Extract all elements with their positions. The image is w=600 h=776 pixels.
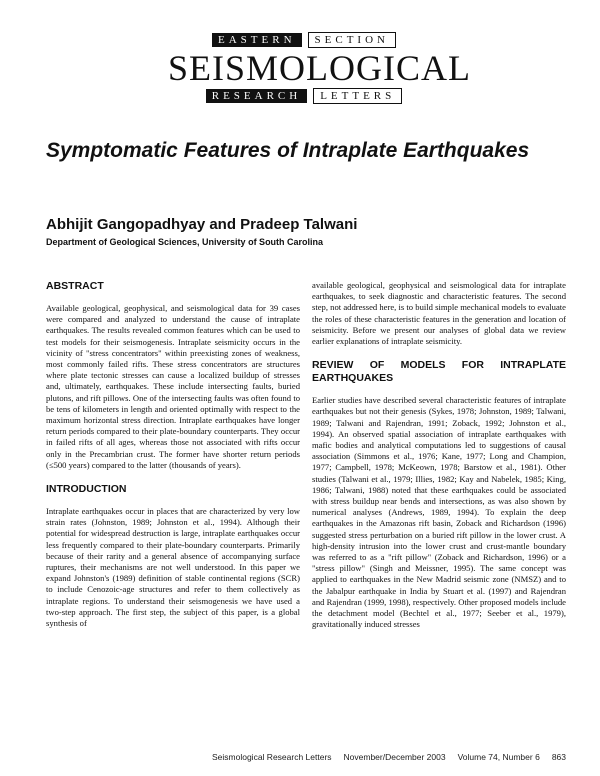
masthead-title: SEISMOLOGICAL [168,48,472,88]
abstract-heading: ABSTRACT [46,280,104,292]
introduction-heading: INTRODUCTION [46,483,127,496]
masthead-top-band [168,32,440,48]
article-affiliation: Department of Geological Sciences, University of South Carolina [46,237,324,247]
masthead-bottom-band [168,88,440,104]
journal-masthead [168,32,472,104]
footer-volume: Volume 74, Number 6 [457,752,540,762]
masthead-section: SECTION [308,32,396,48]
article-title: Symptomatic Features of Intraplate Earthquakes [46,139,530,162]
masthead-letters: LETTERS [313,88,402,104]
footer-page-number: 863 [551,752,566,762]
masthead-eastern: EASTERN [212,33,302,47]
page-footer [46,752,566,762]
right-column [312,280,566,642]
footer-journal: Seismological Research Letters [212,752,332,762]
article-authors: Abhijit Gangopadhyay and Pradeep Talwani [46,216,358,233]
left-column [46,280,300,641]
introduction-text: Intraplate earthquakes occur in places that are characterized by very low strain rates (Johnston, 1989; Johnston et al., 1994). Although their potential for widespread destruction is large, intraplate earthquakes occur less frequently compared to their plate-boundary counterparts. Primarily because of their rarity and a general absence of accompanying surface ruptures, their mechanisms are not well understood. In this paper we expand Johnston's (1989) definition of stable continental regions (SCR) to include Cenozoic-age structures and refer to them collectively as intraplate regions. To understand their seismogenesis we have used a two-step approach. The first step, the subject of this paper, is a global synthesis of [46,506,300,629]
review-text: Earlier studies have described several characteristic features of intraplate earthquakes but not their genesis (Sykes, 1978; Johnston, 1989; Talwani, 1989; Talwani and Rajendran, 1991; Zoback, 1992; Johnston et al., 1994). An observed spatial association of intraplate earthquakes with mafic bodies and analytical computations led to suggestions of causal association (Simmons et al., 1976; Kane, 1977; Long and Champion, 1977; Campbell, 1978; McKeown, 1978; Barstow et al., 1981). Other studies (Talwani et al., 1979; Illies, 1982; Kay and Nabelek, 1985; King, 1986; Talwani, 1988) noted that these earthquakes could be associated with stress buildup near bends and intersections, as was also shown by numerical analyses (Andrews, 1989, 1994). To explain the deep earthquakes in the Amazonas rift basin, Zoback and Richardson (1996) suggested stress perturbation on a buried rift pillow in the lower crust. A high-density intrusion into the lower crust and crust-mantle boundary was referred to as a "rift pillow" (Zoback and Richardson, 1996) or a "stress pillow" (Singh and Meissner, 1995). The same concept was applied to earthquakes in the New Madrid seismic zone (NMSZ) and to the Jabalpur earthquake in India by Stuart et al. (1997) and Rajendran and Rajendran (1999, 1998), respectively. Other proposed models include the detachment model (Bechtel et al., 1977; Seeber et al., 1979), gravitationally induced stresses [312,395,566,630]
masthead-research: RESEARCH [206,89,307,103]
review-heading: REVIEW OF MODELS FOR INTRAPLATE EARTHQUAKES [312,359,566,385]
intro-continued-text: available geological, geophysical and seismological data for intraplate earthquakes, to seek diagnostic and characteristic features. The second step, not addressed here, is to build simple mechanical models to evaluate the roles of these characteristic features in the generation and location of seismicity. Before we present our analyses of global data we review earlier explanations of intraplate seismicity. [312,280,566,347]
abstract-text: Available geological, geophysical, and seismological data for 39 cases were compared and analyzed to understand the cause of intraplate earthquakes. The results revealed common features which can be used to test models for their seismogenesis. Intraplate seismicity occurs in the vicinity of "stress concentrators" within preexisting zones of weakness, most commonly failed rifts. These stress concentrators are structures where plate tectonic stresses can cause a localized buildup of stresses and, ultimately, earthquakes. These include intersecting faults, buried plutons, and rift pillows. One of the intersecting faults was often found to be tens of kilometers in length and oriented optimally with respect to the maximum horizontal stress direction. Intraplate earthquakes have longer return periods compared to their plate-boundary counterparts. They occur in failed rifts of all ages, whereas those not associated with rifts occur only in the Precambrian crust. The former have shorter return periods (≤500 years) compared to the latter (thousands of years). [46,303,300,470]
footer-issue: November/December 2003 [343,752,446,762]
